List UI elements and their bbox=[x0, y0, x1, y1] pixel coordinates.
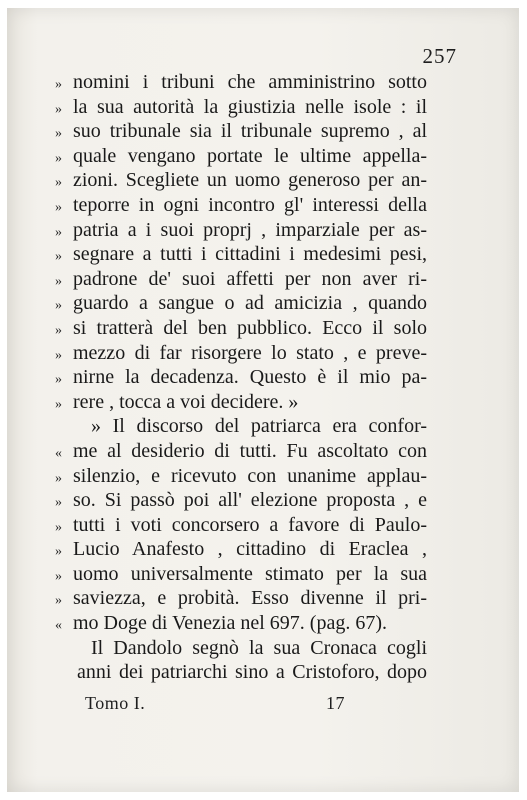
text-line bbox=[55, 242, 427, 267]
line-text: guardo a sangue o ad amicizia , quando bbox=[73, 292, 427, 315]
page-footer bbox=[85, 693, 345, 714]
text-line bbox=[55, 611, 427, 636]
line-text: Il Dandolo segnò la sua Cronaca cogli bbox=[91, 636, 427, 659]
quote-mark: » bbox=[55, 544, 62, 560]
line-text: me al desiderio di tutti. Fu ascoltato con bbox=[73, 439, 427, 462]
line-text: la sua autorità la giustizia nelle isole : il bbox=[73, 95, 427, 118]
text-line bbox=[55, 119, 427, 144]
line-text: tutti i voti concorsero a favore di Paulo- bbox=[73, 513, 427, 536]
signature-mark: 17 bbox=[326, 693, 345, 713]
line-text: saviezza, e probità. Esso divenne il pri- bbox=[73, 587, 427, 610]
text-line bbox=[55, 144, 427, 169]
quote-mark: » bbox=[55, 495, 62, 511]
text-line bbox=[55, 193, 427, 218]
text-line bbox=[55, 316, 427, 341]
text-line bbox=[55, 464, 427, 489]
text-line bbox=[55, 586, 427, 611]
line-text: suo tribunale sia il tribunale supremo , al bbox=[73, 120, 427, 143]
line-text: anni dei patriarchi sino a Cristoforo, dopo bbox=[77, 661, 427, 684]
quote-mark: » bbox=[55, 568, 62, 584]
text-line bbox=[55, 168, 427, 193]
text-line bbox=[55, 439, 427, 464]
text-line bbox=[55, 365, 427, 390]
quote-mark: » bbox=[55, 396, 62, 412]
text-line bbox=[55, 562, 427, 587]
quote-mark: » bbox=[55, 150, 62, 166]
line-text: mo Doge di Venezia nel 697. (pag. 67). bbox=[73, 612, 387, 635]
text-line bbox=[55, 513, 427, 538]
text-line bbox=[55, 537, 427, 562]
page-number: 257 bbox=[422, 44, 457, 68]
quote-mark: » bbox=[55, 224, 62, 240]
book-page bbox=[7, 8, 519, 792]
quote-mark: » bbox=[55, 199, 62, 215]
line-text: uomo universalmente stimato per la sua bbox=[73, 562, 427, 585]
text-line bbox=[55, 636, 427, 661]
quote-mark: « bbox=[55, 618, 62, 634]
quote-mark: » bbox=[55, 249, 62, 265]
line-text: nomini i tribuni che amministrino sotto bbox=[73, 71, 427, 93]
quote-mark: » bbox=[55, 273, 62, 289]
line-text: zioni. Scegliete un uomo generoso per an- bbox=[73, 169, 427, 192]
text-line bbox=[55, 291, 427, 316]
body-text bbox=[55, 70, 427, 685]
quote-mark: « bbox=[55, 445, 62, 461]
quote-mark: » bbox=[55, 77, 62, 92]
line-text: so. Si passò poi all' elezione proposta , e bbox=[73, 489, 427, 512]
line-text: quale vengano portate le ultime appella- bbox=[73, 144, 427, 167]
quote-mark: » bbox=[55, 322, 62, 338]
line-text: segnare a tutti i cittadini i medesimi pesi, bbox=[73, 243, 427, 266]
line-text: patria a i suoi proprj , imparziale per as- bbox=[73, 218, 427, 241]
line-text: rere , tocca a voi decidere. » bbox=[73, 390, 299, 413]
text-line bbox=[55, 70, 427, 95]
text-line bbox=[55, 414, 427, 439]
line-text: nirne la decadenza. Questo è il mio pa- bbox=[73, 366, 427, 389]
line-text: si tratterà del ben pubblico. Ecco il solo bbox=[73, 316, 427, 339]
line-text: teporre in ogni incontro gl' interessi della bbox=[73, 193, 427, 216]
quote-mark: » bbox=[55, 347, 62, 363]
quote-mark: » bbox=[55, 126, 62, 142]
line-text: padrone de' suoi affetti per non aver ri- bbox=[73, 267, 427, 290]
text-line bbox=[55, 267, 427, 292]
line-text: » Il discorso del patriarca era confor- bbox=[91, 415, 427, 438]
text-line bbox=[55, 218, 427, 243]
quote-mark: » bbox=[55, 372, 62, 388]
text-line bbox=[55, 660, 427, 685]
text-line bbox=[55, 95, 427, 120]
line-text: silenzio, e ricevuto con unanime applau- bbox=[73, 464, 427, 487]
quote-mark: » bbox=[55, 593, 62, 609]
quote-mark: » bbox=[55, 470, 62, 486]
line-text: mezzo di far risorgere lo stato , e preve- bbox=[73, 341, 427, 364]
quote-mark: » bbox=[55, 519, 62, 535]
text-line bbox=[55, 341, 427, 366]
quote-mark: » bbox=[55, 101, 62, 117]
text-line bbox=[55, 488, 427, 513]
volume-label: Tomo I. bbox=[85, 693, 146, 713]
text-line bbox=[55, 390, 427, 415]
line-text: Lucio Anafesto , cittadino di Eraclea , bbox=[73, 538, 427, 561]
quote-mark: » bbox=[55, 298, 62, 314]
quote-mark: » bbox=[55, 175, 62, 191]
